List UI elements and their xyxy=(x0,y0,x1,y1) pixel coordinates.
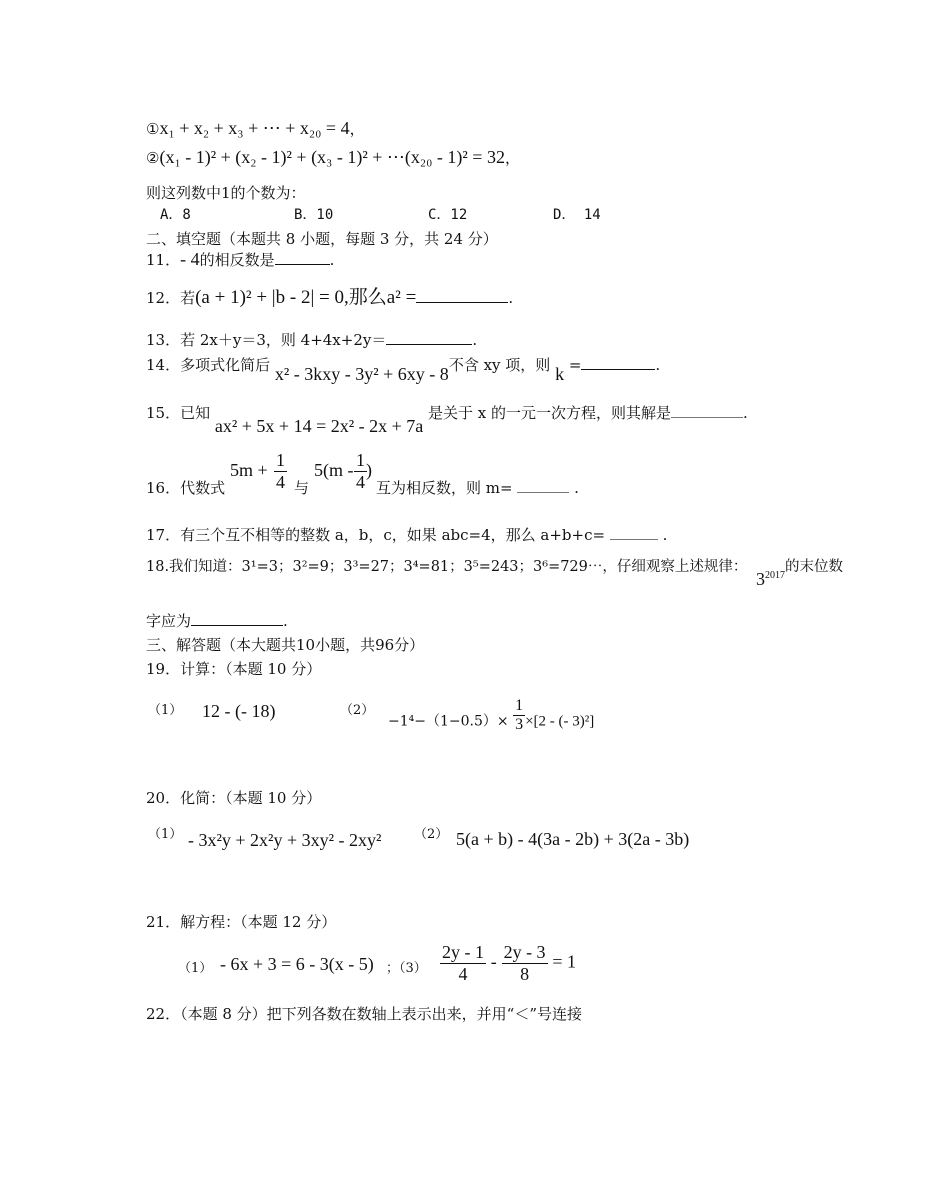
question-14 xyxy=(146,354,661,384)
q11-text: 的相反数是 xyxy=(199,251,275,269)
condition-2-math: (x₁ - 1)² + (x₂ - 1)² + (x₃ - 1)² + ⋯(x₂₀ - 1)² = 32 xyxy=(159,147,505,167)
q12-math: (a + 1)² + |b - 2| = 0,那么a² = xyxy=(195,287,417,308)
q11-end: . xyxy=(329,251,335,269)
q13-end: . xyxy=(472,331,478,349)
q16-f1-numerator: 1 xyxy=(276,450,285,470)
question-20-heading: 20．化简：（本题 10 分） xyxy=(146,789,322,807)
q10-choice-d: D． 14 xyxy=(553,207,601,223)
q15-number: 15．已知 xyxy=(146,404,211,422)
q21-equals: = 1 xyxy=(552,951,576,972)
q16-end: . xyxy=(574,479,579,497)
q19-fraction xyxy=(513,697,525,734)
q21-fraction-2 xyxy=(502,942,548,985)
q16-number: 16．代数式 xyxy=(146,479,226,497)
q16-m1: 5m + xyxy=(230,460,268,480)
q13-text: 13．若 2x＋y＝3，则 4+4x+2y＝ xyxy=(146,331,387,349)
q12-number: 12．若 xyxy=(146,289,196,307)
q12-end: . xyxy=(508,289,514,307)
q17-answer-blank[interactable] xyxy=(610,525,658,540)
q13-answer-blank[interactable] xyxy=(386,330,472,345)
q18-power xyxy=(756,569,785,589)
question-17 xyxy=(146,524,667,545)
question-16 xyxy=(146,450,579,500)
q19-fraction-denominator: 3 xyxy=(515,716,524,733)
q16-m2: 5(m - xyxy=(314,460,354,480)
q16-answer-blank[interactable] xyxy=(517,478,569,493)
q21-separator: ；（3） xyxy=(386,961,427,976)
question-18 xyxy=(146,555,843,589)
question-13 xyxy=(146,329,477,350)
q19-part-1-label: （1） xyxy=(148,703,183,718)
q14-number: 14．多项式化简后 xyxy=(146,356,271,374)
q12-answer-blank[interactable] xyxy=(416,288,508,303)
q15-end: . xyxy=(743,404,748,422)
question-12 xyxy=(146,282,513,309)
q14-answer-blank[interactable] xyxy=(581,355,655,370)
question-15 xyxy=(146,402,748,436)
q14-k: k xyxy=(555,364,565,384)
question-22: 22．（本题 8 分）把下列各数在数轴上表示出来，并用“＜”号连接 xyxy=(146,1005,583,1023)
q10-choice-b: B．10 xyxy=(294,207,334,223)
q20-part-2-label: （2） xyxy=(414,827,449,842)
q19-part-2-label: （2） xyxy=(340,703,375,718)
q15-answer-blank[interactable] xyxy=(671,403,743,418)
q16-f2-numerator: 1 xyxy=(356,450,365,470)
q11-math: - 4 xyxy=(180,249,200,269)
q16-f1-denominator: 4 xyxy=(276,472,285,492)
q19-part-2-a: −1⁴−（1−0.5）× xyxy=(388,713,509,730)
q14-mid: 不含 xy 项，则 xyxy=(448,356,551,374)
q18-text: 18.我们知道：3¹=3；3²=9；3³=27；3⁴=81；3⁵=243；3⁶=729⋯，仔细观察上述规律： xyxy=(146,559,748,575)
condition-2 xyxy=(146,147,520,168)
q19-part-2-b: ×[2 - (- 3)²] xyxy=(525,713,595,730)
question-18-continued xyxy=(146,610,288,631)
q19-part-1-math: 12 - (- 18) xyxy=(202,701,276,721)
q16-text: 互为相反数，则 m= xyxy=(376,479,518,497)
circle-number-1: ① xyxy=(146,120,160,138)
condition-1-tail: ， xyxy=(349,120,365,138)
q15-text: 是关于 x 的一元一次方程，则其解是 xyxy=(428,404,672,422)
q18b-end: . xyxy=(283,612,288,630)
q18-tail: 的末位数 xyxy=(785,559,843,575)
circle-number-2: ② xyxy=(146,149,160,167)
q21-f2-numerator: 2y - 3 xyxy=(503,942,546,962)
condition-1 xyxy=(146,118,365,139)
q21-f2-denominator: 8 xyxy=(520,964,530,984)
q20-part-2-math: 5(a + b) - 4(3a - 2b) + 3(2a - 3b) xyxy=(456,829,690,849)
q21-minus: - xyxy=(490,951,497,972)
q17-end: . xyxy=(662,526,668,544)
q14-end: . xyxy=(655,356,661,374)
q16-with: 与 xyxy=(294,479,310,497)
q18-exponent: 2017 xyxy=(765,570,785,581)
question-19-heading: 19．计算：（本题 10 分） xyxy=(146,660,322,678)
q21-part-1-label: （1） xyxy=(178,961,213,976)
q21-f1-denominator: 4 xyxy=(458,964,468,984)
q18-answer-blank[interactable] xyxy=(191,611,283,626)
q16-close: ) xyxy=(366,460,372,480)
q21-f1-numerator: 2y - 1 xyxy=(442,942,484,962)
q15-math: ax² + 5x + 14 = 2x² - 2x + 7a xyxy=(214,416,424,436)
q21-part-1-math: - 6x + 3 = 6 - 3(x - 5) xyxy=(220,954,374,974)
section-2-heading: 二、填空题（本题共 8 小题，每题 3 分，共 24 分） xyxy=(146,230,498,248)
q10-prompt: 则这列数中1的个数为： xyxy=(146,184,306,202)
q18-base: 3 xyxy=(756,569,765,589)
q11-number: 11． xyxy=(146,251,181,269)
q20-part-1-math: - 3x²y + 2x²y + 3xy² - 2xy² xyxy=(188,830,382,850)
condition-1-math: x₁ + x₂ + x₃ + ⋯ + x₂₀ = 4 xyxy=(159,118,350,138)
question-21-heading: 21．解方程：（本题 12 分） xyxy=(146,913,337,931)
q18b-text: 字应为 xyxy=(146,612,192,630)
section-3-heading: 三、解答题（本大题共10小题，共96分） xyxy=(146,636,425,654)
q16-tail xyxy=(376,477,579,498)
q14-math: x² - 3kxy - 3y² + 6xy - 8 xyxy=(274,364,449,384)
q19-part-2-math xyxy=(388,697,595,740)
q16-fraction-1 xyxy=(274,450,287,493)
q11-answer-blank[interactable] xyxy=(275,250,330,265)
q20-part-1-label: （1） xyxy=(148,827,183,842)
q21-fraction-1 xyxy=(440,942,486,985)
q19-fraction-numerator: 1 xyxy=(515,697,524,714)
q14-eq: = xyxy=(564,356,582,374)
q17-text: 17．有三个互不相等的整数 a，b，c，如果 abc=4，那么 a+b+c= xyxy=(146,526,610,544)
q10-choice-a: A．8 xyxy=(160,207,191,223)
condition-2-tail: ， xyxy=(504,149,520,167)
q21-part-3-math xyxy=(440,942,576,985)
q10-choice-c: C．12 xyxy=(428,207,468,223)
question-11 xyxy=(146,249,334,270)
q16-f2-denominator: 4 xyxy=(356,472,365,492)
